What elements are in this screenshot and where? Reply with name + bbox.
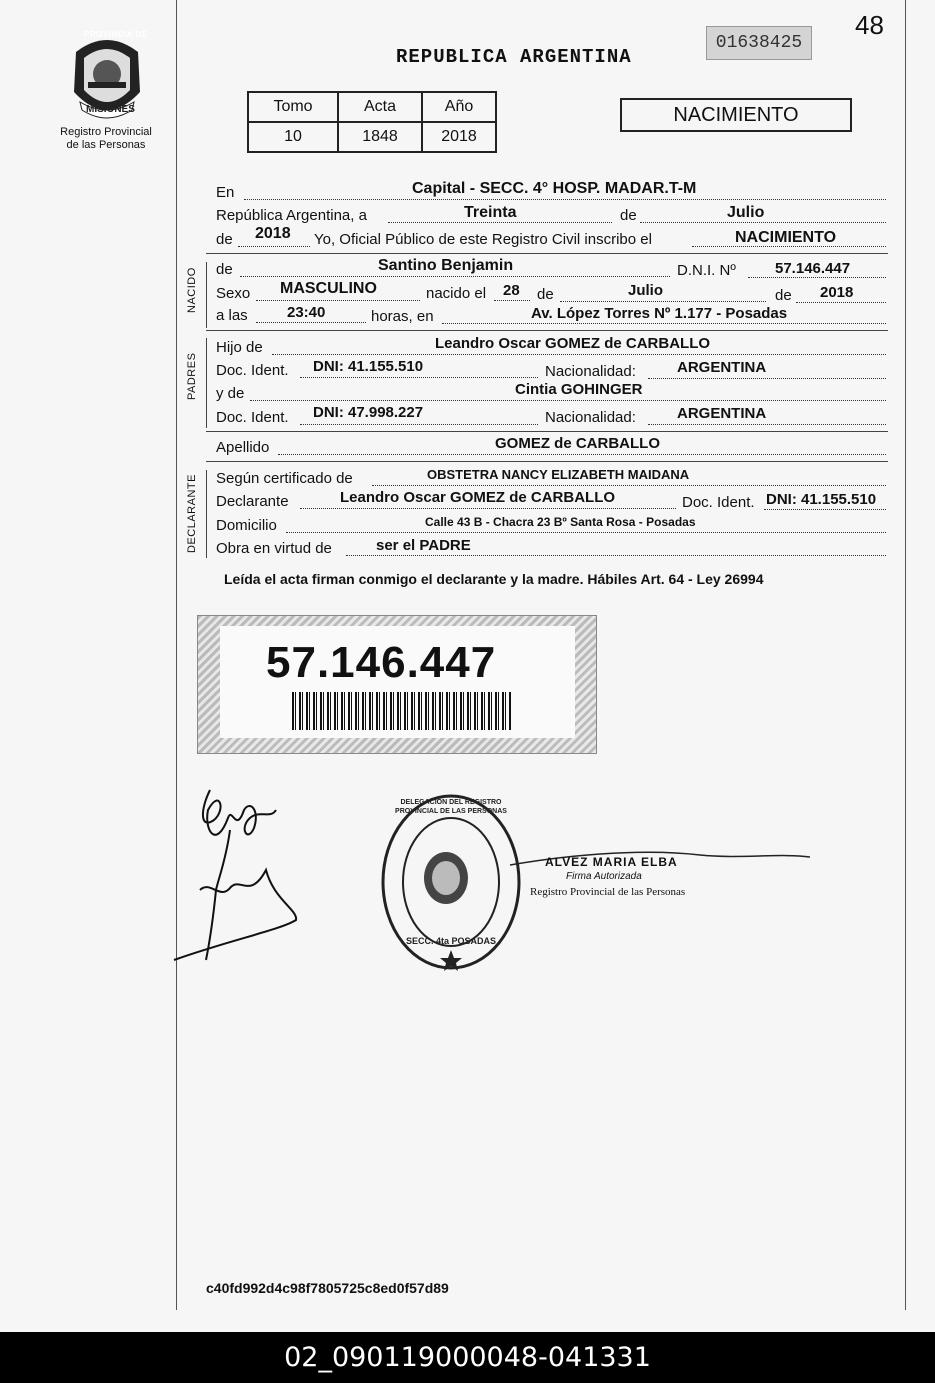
document-hash: c40fd992d4c98f7805725c8ed0f57d89	[206, 1280, 449, 1296]
logo-caption-line2: de las Personas	[66, 139, 146, 151]
seal-text-top: PROVINCIA DE	[84, 30, 148, 39]
label-obra: Obra en virtud de	[216, 540, 332, 557]
dotline	[286, 532, 886, 533]
dotline	[640, 222, 886, 223]
label-sexo: Sexo	[216, 285, 251, 302]
label-de-mes: de	[620, 207, 637, 224]
label-horas-en: horas, en	[371, 308, 434, 325]
label-doc-ident-2: Doc. Ident.	[216, 409, 289, 426]
label-nacido-el: nacido el	[426, 285, 487, 302]
province-seal-icon	[66, 32, 148, 122]
label-de-anio: de	[216, 231, 233, 248]
signature-icon	[170, 770, 310, 980]
section-bar	[206, 262, 207, 328]
dotline	[238, 246, 310, 247]
left-margin-line	[176, 0, 177, 1310]
side-label-declarante: DECLARANTE	[186, 474, 198, 553]
value-madre: Cintia GOHINGER	[515, 381, 643, 398]
value-mes: Julio	[727, 204, 765, 221]
tomo-label: Tomo	[248, 92, 338, 122]
dotline	[244, 199, 886, 200]
value-anio: 2018	[255, 225, 291, 242]
side-label-nacido: NACIDO	[186, 267, 198, 313]
label-nacionalidad-2: Nacionalidad:	[545, 409, 636, 426]
separator	[206, 330, 888, 331]
label-doc-ident-1: Doc. Ident.	[216, 362, 289, 379]
label-declarante: Declarante	[216, 493, 289, 510]
label-doc-ident-3: Doc. Ident.	[682, 494, 755, 511]
stamp-inner-text: SECC. 4ta POSADAS	[405, 936, 497, 946]
logo-caption-line1: Registro Provincial	[60, 126, 152, 138]
dotline	[372, 485, 886, 486]
dotline	[250, 400, 886, 401]
side-label-padres: PADRES	[186, 352, 198, 400]
value-declarante-doc: DNI: 41.155.510	[766, 491, 877, 508]
value-dia: Treinta	[464, 204, 517, 221]
separator	[206, 461, 888, 462]
label-domicilio: Domicilio	[216, 517, 277, 534]
dotline	[388, 222, 612, 223]
label-nacionalidad-1: Nacionalidad:	[545, 363, 636, 380]
label-de-b: de	[775, 287, 792, 304]
right-margin-line	[905, 0, 906, 1310]
dotline	[346, 555, 886, 556]
document-title: REPUBLICA ARGENTINA	[396, 46, 632, 68]
official-org: Registro Provincial de las Personas	[530, 886, 686, 898]
dotline	[256, 300, 420, 301]
barcode-card	[197, 615, 597, 754]
dotline	[300, 424, 538, 425]
value-sexo: MASCULINO	[280, 280, 377, 297]
label-de-a: de	[537, 286, 554, 303]
dotline	[648, 378, 886, 379]
value-madre-nac: ARGENTINA	[677, 405, 767, 422]
label-en: En	[216, 184, 235, 201]
value-padre-doc: DNI: 41.155.510	[313, 358, 424, 375]
value-nac-mes: Julio	[628, 282, 664, 299]
dotline	[272, 354, 886, 355]
official-role: Firma Autorizada	[566, 871, 642, 882]
value-apellido: GOMEZ de CARBALLO	[495, 435, 660, 452]
value-padre-nac: ARGENTINA	[677, 359, 767, 376]
dotline	[560, 301, 766, 302]
dotline	[300, 508, 676, 509]
acta-value: 1848	[338, 122, 422, 152]
value-madre-doc: DNI: 47.998.227	[313, 404, 424, 421]
dotline	[494, 300, 530, 301]
separator	[206, 431, 888, 432]
label-a-las: a las	[216, 307, 248, 324]
value-certificado: OBSTETRA NANCY ELIZABETH MAIDANA	[427, 467, 690, 482]
footer-code: 02_090119000048-041331	[0, 1332, 935, 1383]
dotline	[300, 377, 538, 378]
stamp-ring-text: DELEGACION DEL REGISTRO PROVINCIAL DE LAS PERSONAS	[395, 799, 507, 815]
dotline	[442, 323, 886, 324]
dotline	[278, 454, 886, 455]
label-de-nombre: de	[216, 261, 233, 278]
logo-caption	[40, 126, 172, 152]
official-name: ALVEZ MARIA ELBA	[545, 855, 678, 869]
closing-note: Leída el acta firman conmigo el declarante y la madre. Hábiles Art. 64 - Ley 26994	[224, 571, 764, 587]
serial-number: 01638425	[706, 26, 812, 60]
seal-text-bottom: MISIONES	[86, 104, 135, 115]
official-stamp-icon	[378, 790, 524, 974]
page-number: 48	[855, 10, 884, 40]
dotline	[240, 276, 670, 277]
acta-label: Acta	[338, 92, 422, 122]
label-hijo-de: Hijo de	[216, 339, 263, 356]
barcode-icon	[292, 692, 512, 730]
label-dni: D.N.I. Nº	[677, 262, 736, 279]
value-domicilio: Calle 43 B - Chacra 23 Bº Santa Rosa - Posadas	[425, 515, 696, 529]
label-inscribo: Yo, Oficial Público de este Registro Civil inscribo el	[314, 231, 652, 248]
register-table	[247, 91, 497, 153]
value-hora: 23:40	[287, 304, 326, 321]
value-nombre: Santino Benjamin	[378, 257, 514, 274]
label-y-de: y de	[216, 385, 245, 402]
dotline	[648, 424, 886, 425]
value-declarante: Leandro Oscar GOMEZ de CARBALLO	[340, 489, 616, 506]
record-type-box: NACIMIENTO	[620, 98, 852, 132]
value-acto: NACIMIENTO	[735, 229, 837, 246]
value-obra: ser el PADRE	[376, 537, 471, 554]
anio-label: Año	[422, 92, 496, 122]
barcode-number: 57.146.447	[266, 638, 497, 687]
label-republica: República Argentina, a	[216, 207, 367, 224]
dotline	[748, 277, 886, 278]
label-apellido: Apellido	[216, 439, 270, 456]
value-nac-dia: 28	[503, 282, 520, 299]
section-bar	[206, 338, 207, 428]
dotline	[256, 322, 366, 323]
separator	[206, 253, 888, 254]
value-dni: 57.146.447	[775, 260, 851, 277]
tomo-value: 10	[248, 122, 338, 152]
barcode-panel	[220, 626, 575, 738]
label-segun-cert: Según certificado de	[216, 470, 353, 487]
value-lugar: Capital - SECC. 4° HOSP. MADAR.T-M	[412, 180, 697, 197]
value-nac-anio: 2018	[820, 284, 854, 301]
section-bar	[206, 470, 207, 558]
dotline	[796, 302, 886, 303]
dotline	[764, 509, 886, 510]
value-padre: Leandro Oscar GOMEZ de CARBALLO	[435, 335, 711, 352]
value-lugar-nac: Av. López Torres Nº 1.177 - Posadas	[531, 305, 788, 322]
anio-value: 2018	[422, 122, 496, 152]
